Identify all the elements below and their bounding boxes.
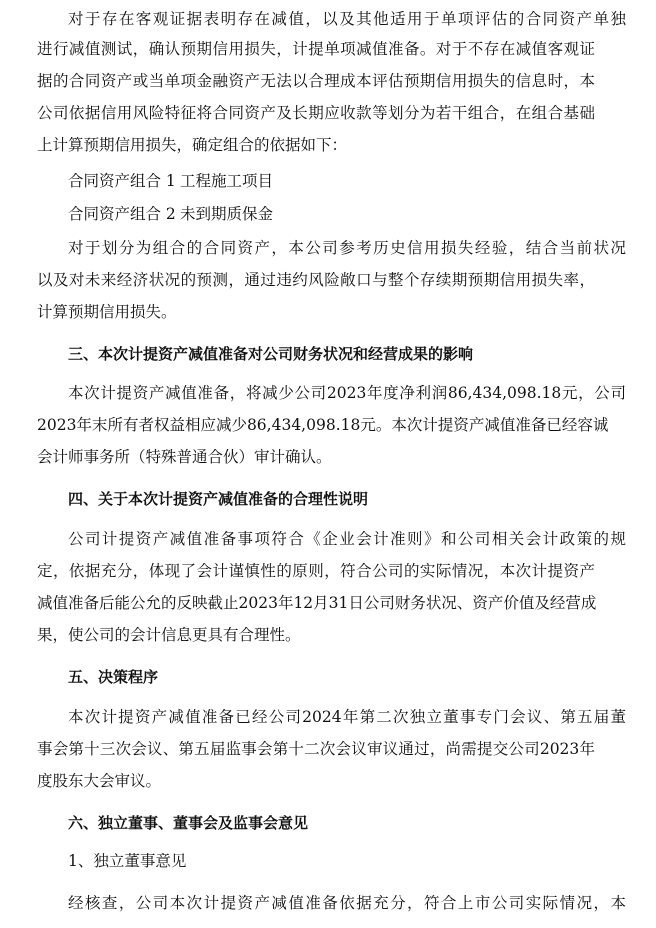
sub-heading: 1、独立董事意见 [68,852,187,870]
paragraph-line: 对于划分为组合的合同资产，本公司参考历史信用损失经验，结合当前状况 [68,239,626,257]
paragraph-line: 公司依据信用风险特征将合同资产及长期应收款等划分为若干组合，在组合基础 [37,104,595,122]
section-heading: 五、决策程序 [68,668,159,686]
paragraph-line: 本次计提资产减值准备，将减少公司2023年度净利润86,434,098.18元，公司 [68,384,626,402]
paragraph-line: 计算预期信用损失。 [37,303,177,321]
paragraph-line: 公司计提资产减值准备事项符合《企业会计准则》和公司相关会计政策的规 [68,530,626,548]
paragraph-line: 进行减值测试，确认预期信用损失，计提单项减值准备。对于不存在减值客观证 [37,40,595,58]
paragraph-line: 果，使公司的会计信息更具有合理性。 [37,626,301,644]
paragraph-line: 事会第十三次会议、第五届监事会第十二次会议审议通过，尚需提交公司2023年 [37,740,595,758]
section-heading: 四、关于本次计提资产减值准备的合理性说明 [68,490,369,508]
group-item [37,199,626,229]
group-item [37,166,626,196]
paragraph-line: 减值准备后能公允的反映截止2023年12月31日公司财务状况、资产价值及经营成 [37,594,597,612]
paragraph-line: 以及对未来经济状况的预测，通过违约风险敞口与整个存续期预期信用损失率， [37,271,595,289]
section-heading: 三、本次计提资产减值准备对公司财务状况和经营成果的影响 [68,345,474,363]
group-name: 合同资产组合 2 [68,205,176,223]
paragraph-line: 对于存在客观证据表明存在减值，以及其他适用于单项评估的合同资产单独 [68,10,626,28]
paragraph-line: 经核查，公司本次计提资产减值准备依据充分，符合上市公司实际情况，本 [68,894,626,912]
group-name: 合同资产组合 1 [68,172,176,190]
paragraph-line: 上计算预期信用损失，确定组合的依据如下： [37,136,348,154]
paragraph-line: 度股东大会审议。 [37,772,162,790]
section-heading: 六、独立董事、董事会及监事会意见 [68,814,309,832]
group-basis: 未到期质保金 [180,205,274,223]
group-basis: 工程施工项目 [180,172,274,190]
paragraph-line: 会计师事务所（特殊普通合伙）审计确认。 [37,448,332,466]
paragraph-line: 2023年末所有者权益相应减少86,434,098.18元。本次计提资产减值准备已经容诚 [37,416,609,434]
paragraph-line: 定，依据充分，体现了会计谨慎性的原则，符合公司的实际情况，本次计提资产 [37,562,595,580]
paragraph-line: 本次计提资产减值准备已经公司2024年第二次独立董事专门会议、第五届董 [68,708,626,726]
paragraph-line: 据的合同资产或当单项金融资产无法以合理成本评估预期信用损失的信息时，本 [37,72,595,90]
